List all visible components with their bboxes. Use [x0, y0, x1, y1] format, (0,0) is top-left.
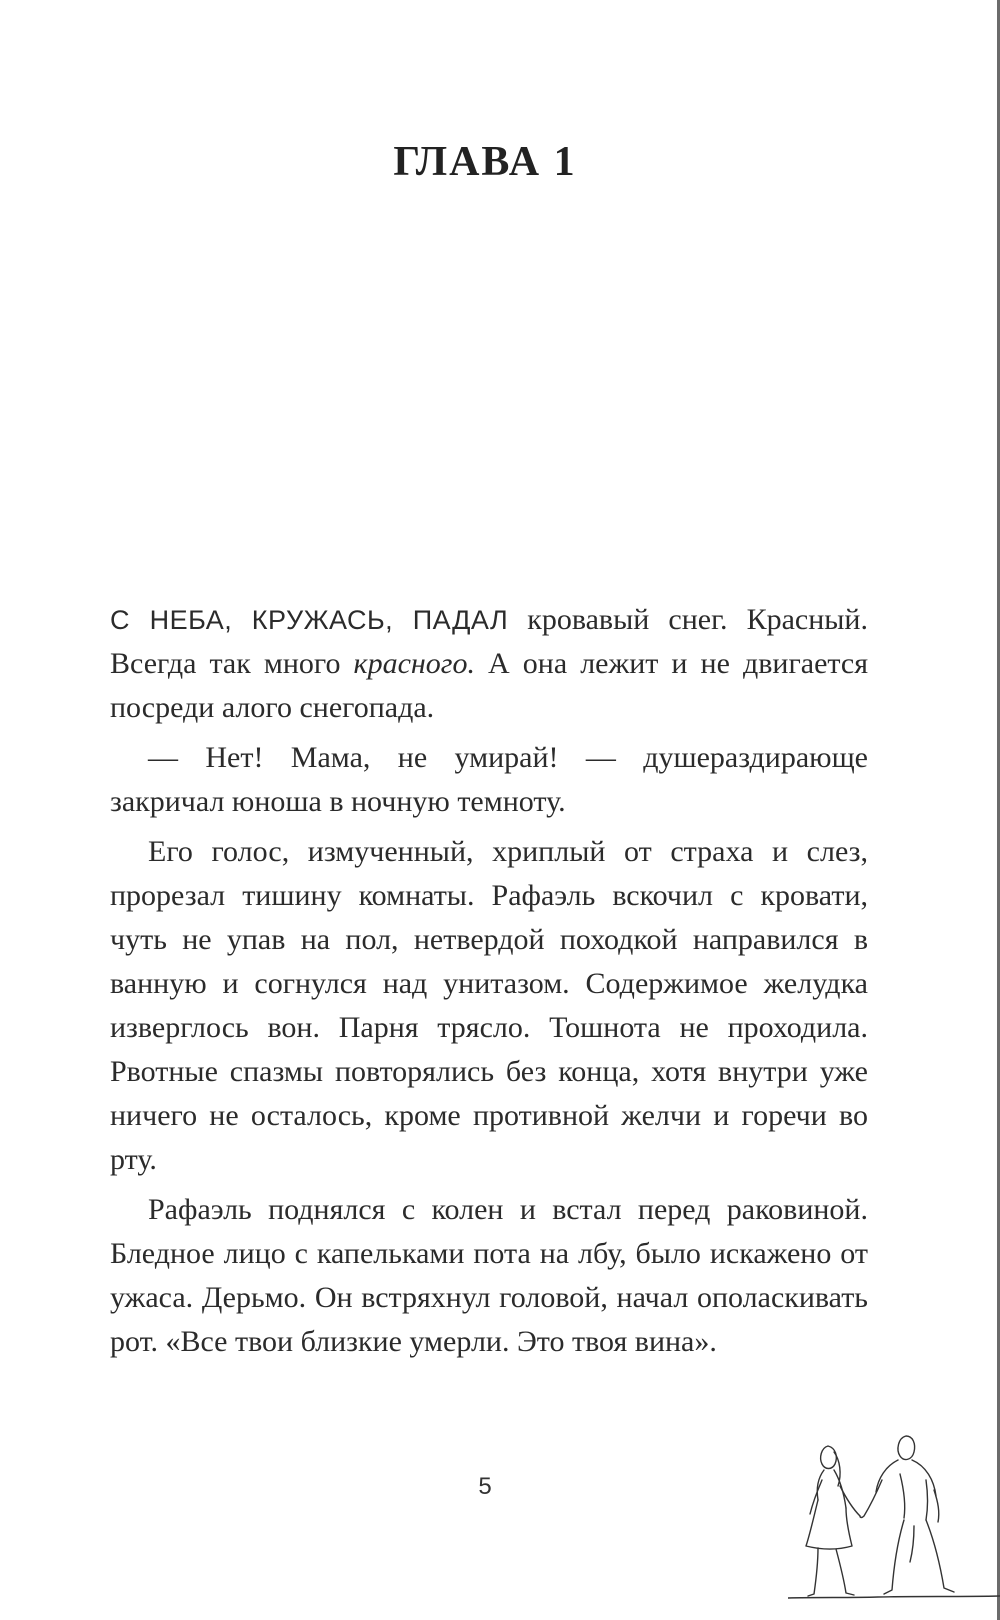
paragraph-1-part-a: кровавый снег. Красный. Всегда так много	[110, 603, 868, 680]
paragraph-2: — Нет! Мама, не умирай! — душераздирающе закричал юноша в ночную темноту.	[110, 741, 868, 818]
paragraph-4: Рафаэль поднялся с колен и встал перед раковиной. Бледное лицо с капельками пота на лбу, было искажено от ужаса. Дерьмо. Он встряхнул головой, начал ополаскивать рот. «Все твои близкие умерли. Это твоя вина».	[110, 1193, 868, 1358]
emphasis-word: красного.	[353, 647, 475, 680]
paragraph-1-part-b: А она лежит и не двигается посреди алого снегопада.	[110, 647, 868, 724]
chapter-title: ГЛАВА 1	[393, 139, 577, 186]
walking-couple-line-art-icon	[788, 1430, 1000, 1610]
body-text	[110, 598, 868, 1370]
page-number: 5	[478, 1473, 492, 1500]
paragraph-1	[110, 598, 868, 730]
lead-in-caps: С НЕБА, КРУЖАСЬ, ПАДАЛ	[110, 605, 509, 635]
paragraph-3: Его голос, измученный, хриплый от страха и слез, прорезал тишину комнаты. Рафаэль вскочил с кровати, чуть не упав на пол, нетвердой походкой направился в ванную и согнулся над унитазом. Содержимое желудка изверглось вон. Парня трясло. Тошнота не проходила. Рвотные спазмы повторялись без конца, хотя внутри уже ничего не осталось, кроме противной желчи и горечи во рту.	[110, 835, 868, 1176]
